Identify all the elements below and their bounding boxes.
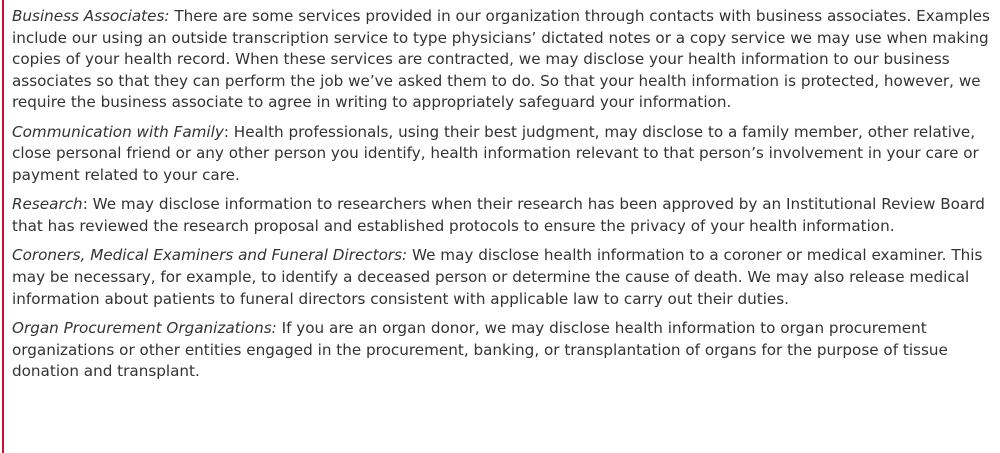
body-communication-with-family: : Health professionals, using their best judgment, may disclose to a family member, other relative, close personal friend or any other person you identify, health information relevant to that person’s involvement in your care or payment related to your care. <box>12 122 979 184</box>
paragraph-communication-with-family <box>12 122 996 187</box>
paragraph-business-associates <box>12 6 996 114</box>
term-coroners: Coroners, Medical Examiners and Funeral Directors: <box>12 246 408 265</box>
body-research: : We may disclose information to researchers when their research has been approved by an Institutional Review Board that has reviewed the research proposal and established protocols to ensure the privacy of your health information. <box>12 195 985 235</box>
left-accent-bar <box>2 0 4 453</box>
term-research: Research <box>12 195 83 214</box>
paragraph-coroners <box>12 245 996 310</box>
policy-text <box>12 6 996 390</box>
term-communication-with-family: Communication with Family <box>12 122 224 141</box>
paragraph-organ-procurement <box>12 318 996 383</box>
paragraph-research <box>12 194 996 237</box>
term-business-associates: Business Associates: <box>12 7 170 25</box>
term-organ-procurement: Organ Procurement Organizations: <box>12 318 277 337</box>
body-coroners: We may disclose health information to a coroner or medical examiner. This may be necessary, for example, to identify a deceased person or determine the cause of death. We may also release medical information about patients to funeral directors consistent with applicable law to carry out their duties. <box>12 246 983 308</box>
body-organ-procurement: If you are an organ donor, we may disclose health information to organ procurement organizations or other entities engaged in the procurement, banking, or transplantation of organs for the purpose of tissue donation and transplant. <box>12 318 948 381</box>
body-business-associates: There are some services provided in our organization through contacts with business associates. Examples include our using an outside transcription service to type physicians’ dictated notes or a copy service we may use when making copies of your health record. When these services are contracted, we may disclose your health information to our business associates so that they can perform the job we’ve asked them to do. So that your health information is protected, however, we require the business associate to agree in writing to appropriately safeguard your information. <box>12 7 990 112</box>
